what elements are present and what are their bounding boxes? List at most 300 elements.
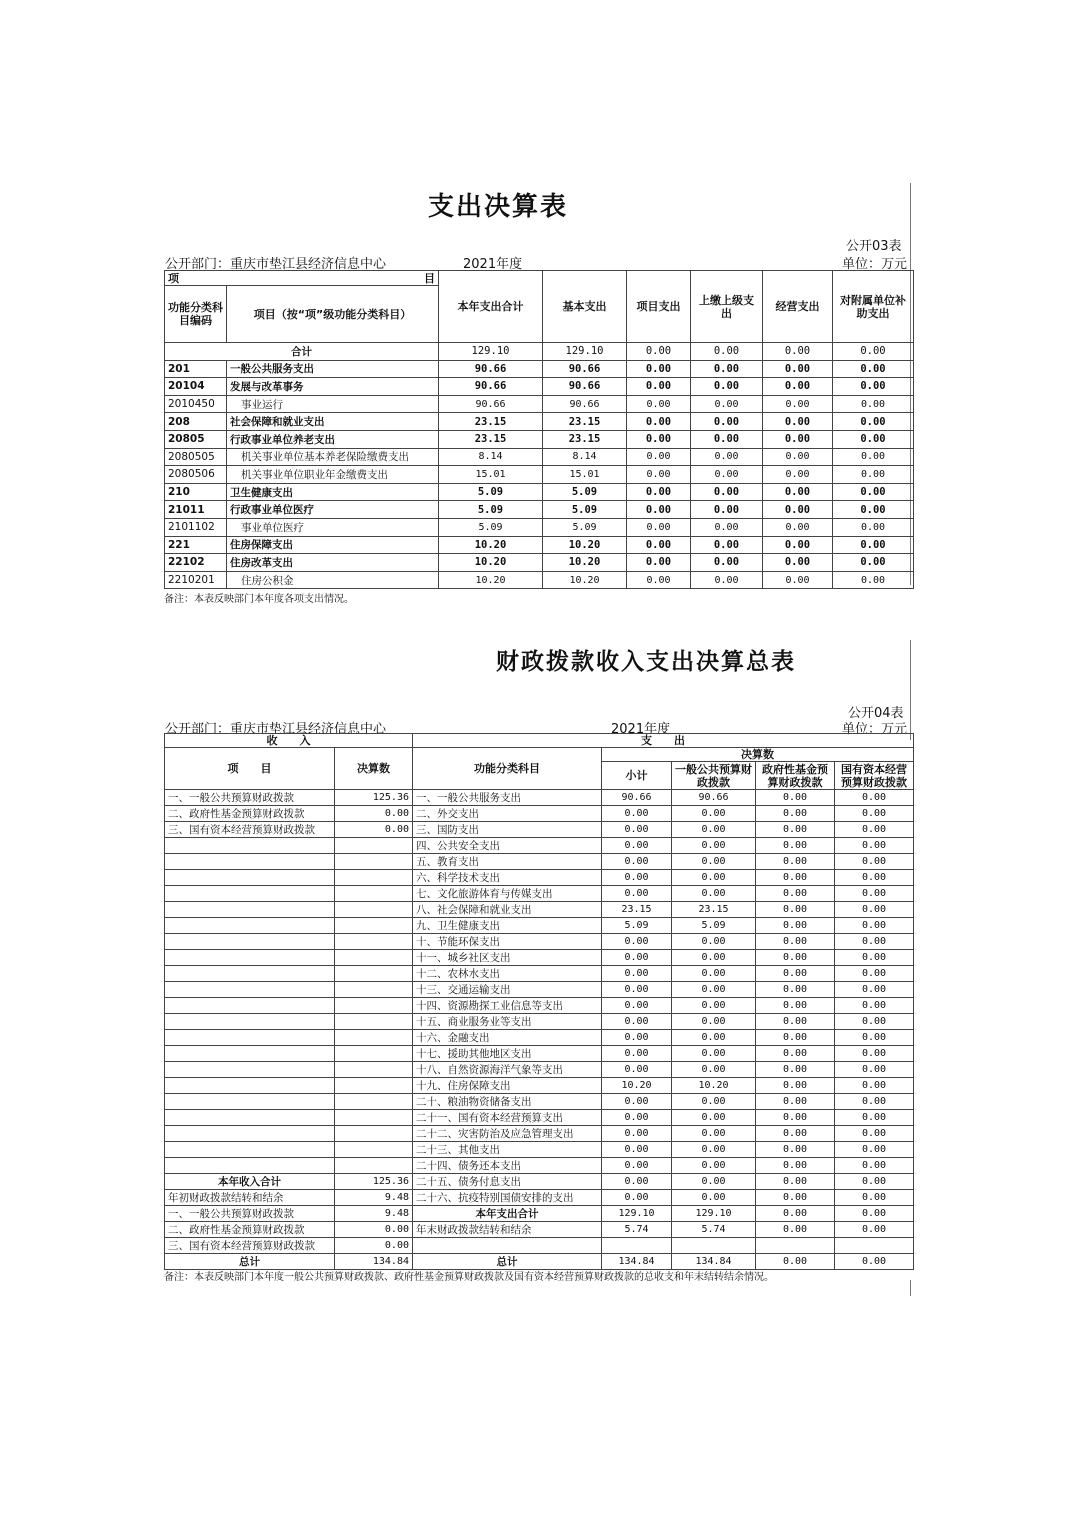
income-amount-cell: 9.48: [335, 1206, 413, 1222]
table-row: [165, 790, 914, 806]
income-amount-cell: [335, 854, 413, 870]
value-cell: 0.00: [833, 466, 914, 484]
income-item-cell: [165, 950, 335, 966]
name-cell: 机关事业单位基本养老保险缴费支出: [227, 448, 439, 466]
value-cell: 5.09: [672, 918, 756, 934]
value-cell: 0.00: [691, 518, 763, 536]
table-row: [165, 501, 914, 519]
income-amount-cell: [335, 1094, 413, 1110]
hdr-income: 收 入: [165, 734, 413, 748]
t1-note: 备注：本表反映部门本年度各项支出情况。: [164, 594, 354, 605]
expense-item-cell: 本年支出合计: [413, 1206, 602, 1222]
value-cell: 0.00: [763, 378, 833, 396]
table-row: [165, 854, 914, 870]
value-cell: 0.00: [833, 378, 914, 396]
value-cell: 0.00: [756, 822, 835, 838]
value-cell: 0.00: [833, 360, 914, 378]
name-cell: 卫生健康支出: [227, 483, 439, 501]
value-cell: 23.15: [672, 902, 756, 918]
value-cell: 10.20: [439, 554, 543, 572]
value-cell: 0.00: [756, 790, 835, 806]
table-row: [165, 536, 914, 554]
value-cell: 0.00: [627, 571, 691, 589]
income-item-cell: [165, 1094, 335, 1110]
expense-item-cell: 十、节能环保支出: [413, 934, 602, 950]
expense-item-cell: 二十三、其他支出: [413, 1142, 602, 1158]
value-cell: 0.00: [833, 536, 914, 554]
income-amount-cell: 0.00: [335, 806, 413, 822]
name-cell: 住房保障支出: [227, 536, 439, 554]
income-item-cell: 二、政府性基金预算财政拨款: [165, 1222, 335, 1238]
value-cell: [672, 1238, 756, 1254]
value-cell: 0.00: [756, 886, 835, 902]
value-cell: 0.00: [691, 413, 763, 431]
value-cell: 0.00: [835, 822, 914, 838]
value-cell: 0.00: [602, 854, 672, 870]
hdr-code: 功能分类科目编码: [165, 286, 227, 343]
value-cell: 0.00: [672, 934, 756, 950]
name-cell: 事业单位医疗: [227, 518, 439, 536]
income-item-cell: [165, 1158, 335, 1174]
value-cell: 0.00: [756, 1110, 835, 1126]
value-cell: 0.00: [756, 854, 835, 870]
income-amount-cell: [335, 1142, 413, 1158]
value-cell: 23.15: [543, 430, 627, 448]
value-cell: 0.00: [835, 998, 914, 1014]
income-item-cell: 本年收入合计: [165, 1174, 335, 1190]
income-amount-cell: 0.00: [335, 822, 413, 838]
income-item-cell: [165, 1030, 335, 1046]
table-row: [165, 918, 914, 934]
value-cell: 0.00: [672, 854, 756, 870]
value-cell: 0.00: [602, 1126, 672, 1142]
value-cell: 0.00: [602, 1158, 672, 1174]
value-cell: 0.00: [602, 1014, 672, 1030]
name-cell: 事业运行: [227, 395, 439, 413]
table-row: [165, 448, 914, 466]
value-cell: 90.66: [439, 395, 543, 413]
value-cell: 0.00: [756, 1254, 835, 1270]
income-amount-cell: [335, 1126, 413, 1142]
income-amount-cell: 125.36: [335, 790, 413, 806]
value-cell: 0.00: [627, 554, 691, 572]
income-item-cell: [165, 1142, 335, 1158]
value-cell: 0.00: [756, 1094, 835, 1110]
value-cell: 0.00: [602, 934, 672, 950]
table-row: [165, 822, 914, 838]
value-cell: 0.00: [672, 1190, 756, 1206]
expense-item-cell: 总计: [413, 1254, 602, 1270]
table-row: [165, 934, 914, 950]
value-cell: 90.66: [602, 790, 672, 806]
income-amount-cell: [335, 1110, 413, 1126]
value-cell: 0.00: [672, 1174, 756, 1190]
value-cell: 0.00: [835, 790, 914, 806]
value-cell: 0.00: [602, 886, 672, 902]
value-cell: 0.00: [672, 1142, 756, 1158]
code-cell: 210: [165, 483, 227, 501]
value-cell: 0.00: [756, 1014, 835, 1030]
table-row: [165, 1142, 914, 1158]
hdr-item-left: 项: [168, 271, 179, 285]
table-row: [165, 1014, 914, 1030]
code-cell: 2010450: [165, 395, 227, 413]
value-cell: 0.00: [672, 870, 756, 886]
value-cell: 0.00: [835, 902, 914, 918]
value-cell: 0.00: [627, 448, 691, 466]
value-cell: 0.00: [756, 1222, 835, 1238]
value-cell: 0.00: [672, 886, 756, 902]
value-cell: 0.00: [627, 430, 691, 448]
value-cell: 90.66: [439, 378, 543, 396]
value-cell: 0.00: [691, 483, 763, 501]
expense-item-cell: 六、科学技术支出: [413, 870, 602, 886]
income-item-cell: [165, 870, 335, 886]
code-cell: 20104: [165, 378, 227, 396]
value-cell: 0.00: [833, 501, 914, 519]
income-item-cell: 三、国有资本经营预算财政拨款: [165, 822, 335, 838]
value-cell: 0.00: [763, 430, 833, 448]
income-amount-cell: [335, 1062, 413, 1078]
value-cell: [756, 1238, 835, 1254]
income-amount-cell: 125.36: [335, 1174, 413, 1190]
income-item-cell: [165, 1126, 335, 1142]
cell: 0.00: [691, 343, 763, 361]
expense-item-cell: 二十六、抗疫特别国债安排的支出: [413, 1190, 602, 1206]
income-item-cell: [165, 902, 335, 918]
table-row: [165, 1190, 914, 1206]
expense-item-cell: 二、外交支出: [413, 806, 602, 822]
value-cell: 0.00: [835, 1030, 914, 1046]
t2-form-no: 公开04表: [848, 706, 904, 721]
name-cell: 住房公积金: [227, 571, 439, 589]
value-cell: 0.00: [756, 1174, 835, 1190]
col-header: 经营支出: [763, 271, 833, 343]
total-row: [165, 343, 914, 361]
cell: 0.00: [833, 343, 914, 361]
income-item-cell: [165, 1046, 335, 1062]
value-cell: 0.00: [602, 1110, 672, 1126]
value-cell: 10.20: [543, 554, 627, 572]
income-item-cell: 总计: [165, 1254, 335, 1270]
t2-year: 2021年度: [611, 722, 671, 737]
value-cell: 0.00: [672, 1126, 756, 1142]
value-cell: 0.00: [691, 378, 763, 396]
value-cell: 0.00: [691, 554, 763, 572]
expense-item-cell: 一、一般公共服务支出: [413, 790, 602, 806]
value-cell: 0.00: [602, 870, 672, 886]
income-amount-cell: [335, 934, 413, 950]
value-cell: 0.00: [833, 395, 914, 413]
expense-table: [164, 270, 914, 589]
value-cell: 0.00: [756, 1078, 835, 1094]
value-cell: 0.00: [672, 998, 756, 1014]
value-cell: 0.00: [672, 838, 756, 854]
table-row: [165, 1110, 914, 1126]
value-cell: 0.00: [672, 966, 756, 982]
col-header: 对附属单位补助支出: [833, 271, 914, 343]
value-cell: 0.00: [833, 448, 914, 466]
expense-item-cell: 十二、农林水支出: [413, 966, 602, 982]
income-item-cell: [165, 838, 335, 854]
value-cell: 5.74: [602, 1222, 672, 1238]
expense-item-cell: 十四、资源勘探工业信息等支出: [413, 998, 602, 1014]
value-cell: 0.00: [835, 838, 914, 854]
table-row: [165, 554, 914, 572]
value-cell: 0.00: [627, 518, 691, 536]
table-row: [165, 1174, 914, 1190]
value-cell: 0.00: [602, 822, 672, 838]
value-cell: 5.09: [602, 918, 672, 934]
table-row: [165, 838, 914, 854]
value-cell: 90.66: [543, 395, 627, 413]
expense-item-cell: 十九、住房保障支出: [413, 1078, 602, 1094]
value-cell: 0.00: [602, 1174, 672, 1190]
table-row: [165, 571, 914, 589]
value-cell: 0.00: [602, 838, 672, 854]
income-amount-cell: [335, 998, 413, 1014]
name-cell: 行政事业单位医疗: [227, 501, 439, 519]
value-cell: 23.15: [439, 413, 543, 431]
value-cell: 0.00: [672, 822, 756, 838]
value-cell: 10.20: [439, 536, 543, 554]
value-cell: 0.00: [835, 1142, 914, 1158]
t2-title: 财政拨款收入支出决算总表: [496, 649, 796, 675]
income-item-cell: [165, 934, 335, 950]
value-cell: 0.00: [672, 806, 756, 822]
table-row: [165, 1078, 914, 1094]
income-item-cell: 二、政府性基金预算财政拨款: [165, 806, 335, 822]
value-cell: 0.00: [756, 918, 835, 934]
value-cell: 0.00: [835, 1094, 914, 1110]
t1-title: 支出决算表: [428, 192, 569, 222]
value-cell: 0.00: [627, 536, 691, 554]
income-amount-cell: [335, 1158, 413, 1174]
hdr-item-span: [165, 271, 439, 286]
cell: 0.00: [627, 343, 691, 361]
value-cell: 0.00: [763, 536, 833, 554]
income-item-cell: [165, 998, 335, 1014]
expense-item-cell: 五、教育支出: [413, 854, 602, 870]
hdr-general: 一般公共预算财政拨款: [672, 762, 756, 790]
t2-unit: 单位：万元: [842, 722, 908, 737]
value-cell: 0.00: [835, 1158, 914, 1174]
value-cell: 0.00: [835, 1190, 914, 1206]
name-cell: 机关事业单位职业年金缴费支出: [227, 466, 439, 484]
table-row: [165, 466, 914, 484]
table-row: [165, 1062, 914, 1078]
page-edge-line: [910, 640, 911, 740]
hdr-item: 项 目: [165, 748, 335, 790]
income-item-cell: 三、国有资本经营预算财政拨款: [165, 1238, 335, 1254]
table-row: [165, 1046, 914, 1062]
income-amount-cell: [335, 1078, 413, 1094]
income-item-cell: 年初财政拨款结转和结余: [165, 1190, 335, 1206]
expense-item-cell: 九、卫生健康支出: [413, 918, 602, 934]
value-cell: 0.00: [763, 360, 833, 378]
value-cell: 0.00: [835, 1126, 914, 1142]
table-row: [165, 378, 914, 396]
t1-dept: 公开部门：重庆市垫江县经济信息中心: [165, 257, 387, 272]
hdr-final: 决算数: [602, 748, 914, 762]
value-cell: 0.00: [833, 518, 914, 536]
table-row: [165, 483, 914, 501]
value-cell: 0.00: [602, 950, 672, 966]
total-label: 合计: [165, 343, 439, 361]
expense-item-cell: 四、公共安全支出: [413, 838, 602, 854]
income-item-cell: 一、一般公共预算财政拨款: [165, 790, 335, 806]
value-cell: 134.84: [602, 1254, 672, 1270]
income-item-cell: [165, 886, 335, 902]
code-cell: 21011: [165, 501, 227, 519]
value-cell: 0.00: [627, 360, 691, 378]
value-cell: 15.01: [543, 466, 627, 484]
value-cell: 0.00: [756, 1062, 835, 1078]
expense-item-cell: 十一、城乡社区支出: [413, 950, 602, 966]
value-cell: 10.20: [543, 571, 627, 589]
value-cell: 0.00: [835, 950, 914, 966]
value-cell: 10.20: [543, 536, 627, 554]
value-cell: 0.00: [756, 1190, 835, 1206]
value-cell: 0.00: [833, 430, 914, 448]
table-row: [165, 806, 914, 822]
value-cell: 0.00: [756, 902, 835, 918]
income-item-cell: 一、一般公共预算财政拨款: [165, 1206, 335, 1222]
value-cell: 23.15: [543, 413, 627, 431]
value-cell: 0.00: [763, 518, 833, 536]
value-cell: 0.00: [672, 1062, 756, 1078]
value-cell: 0.00: [835, 1254, 914, 1270]
value-cell: 0.00: [672, 1094, 756, 1110]
table-row: [165, 1206, 914, 1222]
name-cell: 行政事业单位养老支出: [227, 430, 439, 448]
income-item-cell: [165, 1110, 335, 1126]
expense-item-cell: [413, 1238, 602, 1254]
value-cell: 0.00: [602, 806, 672, 822]
table-row: [165, 1094, 914, 1110]
value-cell: 23.15: [439, 430, 543, 448]
value-cell: 0.00: [763, 571, 833, 589]
value-cell: 0.00: [835, 870, 914, 886]
value-cell: 0.00: [756, 950, 835, 966]
income-amount-cell: [335, 870, 413, 886]
value-cell: 0.00: [835, 1174, 914, 1190]
value-cell: 0.00: [602, 982, 672, 998]
income-amount-cell: [335, 902, 413, 918]
income-amount-cell: [335, 838, 413, 854]
value-cell: 0.00: [691, 571, 763, 589]
expense-item-cell: 十六、金融支出: [413, 1030, 602, 1046]
expense-item-cell: 二十四、债务还本支出: [413, 1158, 602, 1174]
value-cell: 0.00: [835, 1110, 914, 1126]
value-cell: 0.00: [835, 934, 914, 950]
income-amount-cell: [335, 950, 413, 966]
value-cell: 5.09: [439, 518, 543, 536]
value-cell: 0.00: [627, 413, 691, 431]
income-amount-cell: 0.00: [335, 1222, 413, 1238]
value-cell: 0.00: [691, 448, 763, 466]
expense-item-cell: 十三、交通运输支出: [413, 982, 602, 998]
value-cell: 0.00: [691, 395, 763, 413]
value-cell: 0.00: [756, 1206, 835, 1222]
value-cell: 0.00: [627, 466, 691, 484]
income-amount-cell: 9.48: [335, 1190, 413, 1206]
hdr-amount: 决算数: [335, 748, 413, 790]
table-row: [165, 982, 914, 998]
value-cell: 0.00: [691, 536, 763, 554]
expense-item-cell: 三、国防支出: [413, 822, 602, 838]
value-cell: 134.84: [672, 1254, 756, 1270]
value-cell: 0.00: [763, 483, 833, 501]
expense-item-cell: 二十二、灾害防治及应急管理支出: [413, 1126, 602, 1142]
expense-item-cell: 二十一、国有资本经营预算支出: [413, 1110, 602, 1126]
income-amount-cell: 0.00: [335, 1238, 413, 1254]
value-cell: 0.00: [756, 1030, 835, 1046]
value-cell: 0.00: [763, 466, 833, 484]
value-cell: 0.00: [835, 1222, 914, 1238]
value-cell: 5.09: [439, 483, 543, 501]
income-amount-cell: [335, 1030, 413, 1046]
table-row: [165, 1238, 914, 1254]
expense-item-cell: 十五、商业服务业等支出: [413, 1014, 602, 1030]
hdr-func: 功能分类科目: [413, 748, 602, 790]
value-cell: 90.66: [543, 378, 627, 396]
income-item-cell: [165, 854, 335, 870]
value-cell: 0.00: [756, 1126, 835, 1142]
value-cell: 0.00: [672, 950, 756, 966]
value-cell: 0.00: [756, 1142, 835, 1158]
value-cell: 0.00: [835, 966, 914, 982]
value-cell: 0.00: [835, 806, 914, 822]
value-cell: 0.00: [602, 998, 672, 1014]
col-header: 基本支出: [543, 271, 627, 343]
code-cell: 22102: [165, 554, 227, 572]
value-cell: 0.00: [833, 554, 914, 572]
code-cell: 2080506: [165, 466, 227, 484]
value-cell: 0.00: [833, 571, 914, 589]
value-cell: 0.00: [833, 483, 914, 501]
income-item-cell: [165, 1078, 335, 1094]
table-row: [165, 395, 914, 413]
value-cell: 0.00: [756, 1158, 835, 1174]
value-cell: 0.00: [835, 982, 914, 998]
table-row: [165, 1222, 914, 1238]
value-cell: 0.00: [835, 854, 914, 870]
table-row: [165, 430, 914, 448]
value-cell: 15.01: [439, 466, 543, 484]
value-cell: 0.00: [602, 1190, 672, 1206]
table-row: [165, 413, 914, 431]
code-cell: 2101102: [165, 518, 227, 536]
value-cell: 0.00: [691, 466, 763, 484]
value-cell: 0.00: [602, 1046, 672, 1062]
value-cell: 0.00: [691, 430, 763, 448]
col-header: 上缴上级支出: [691, 271, 763, 343]
value-cell: 0.00: [672, 1046, 756, 1062]
value-cell: 0.00: [602, 1030, 672, 1046]
value-cell: 0.00: [835, 918, 914, 934]
table-row: [165, 360, 914, 378]
value-cell: 0.00: [672, 982, 756, 998]
name-cell: 住房改革支出: [227, 554, 439, 572]
value-cell: 0.00: [835, 1046, 914, 1062]
value-cell: 0.00: [835, 1078, 914, 1094]
value-cell: 0.00: [756, 934, 835, 950]
code-cell: 221: [165, 536, 227, 554]
cell: 0.00: [763, 343, 833, 361]
income-item-cell: [165, 982, 335, 998]
value-cell: 90.66: [543, 360, 627, 378]
